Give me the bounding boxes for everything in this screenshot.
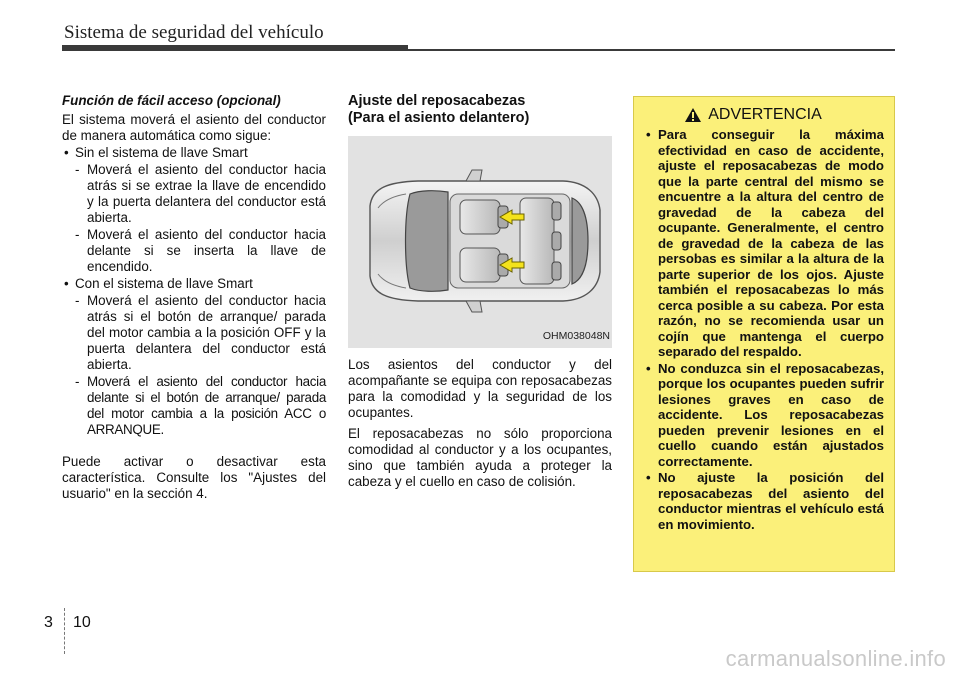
column-left [62, 93, 326, 502]
easy-access-closing: Puede activar o desactivar esta característica. Consulte los "Ajustes del usuario" en la sección 4. [62, 454, 326, 501]
bullet-dot: • [64, 145, 69, 160]
header-rule-thick [62, 45, 408, 51]
warning-title: ADVERTENCIA [622, 107, 884, 123]
car-seat-figure [348, 136, 612, 348]
bullet-dot: • [64, 276, 69, 291]
sub-item-text: Moverá el asiento del conductor hacia atrás si el botón de arranque/ parada del motor cambia a la posición OFF y la puerta delantera del conductor está abierta. [87, 293, 326, 372]
watermark: carmanualsonline.info [725, 646, 946, 671]
headrest-heading: Ajuste del reposacabezas (Para el asiento delantero) [348, 93, 530, 126]
headrest-para-1: Los asientos del conductor y del acompañante se equipa con reposacabezas para la comodidad y la seguridad de los ocupantes. [348, 357, 612, 420]
section-number: 3 [44, 614, 53, 631]
easy-access-intro: El sistema moverá el asiento del conductor de manera automática como sigue: [62, 112, 326, 143]
warning-triangle-icon [684, 107, 702, 123]
bullet-label: Sin el sistema de llave Smart [75, 145, 248, 160]
sub-list-item: - Moverá el asiento del conductor hacia delante si se inserta la llave de encendido. [75, 227, 326, 274]
warning-item: • Para conseguir la máxima efectividad en caso de accidente, ajuste el reposacabezas de modo que la parte central del mismo se encuentre a la altura del centro de gravedad de la cabeza del ocupante. Generalmente, el centro de gravedad de la cabeza de las persobas es similar a la altura de la parte superior de los ojos. Ajuste también el reposacabezas lo más cerca posible a su cabeza. Por esta razón, no se recomienda usar un cojín que mantenga el cuerpo separado del respaldo. [646, 127, 884, 359]
sub-list-item: - Moverá el asiento del conductor hacia atrás si se extrae la llave de encendido y la puerta delantera del conductor está abierta. [75, 162, 326, 225]
list-item [62, 145, 326, 161]
warning-box [633, 96, 895, 572]
sub-item-text: Moverá el asiento del conductor hacia atrás si se extrae la llave de encendido y la puerta delantera del conductor está abierta. [87, 162, 326, 225]
column-middle [348, 93, 612, 490]
sub-list-item: - Moverá el asiento del conductor hacia delante si el botón de arranque/ parada del motor cambia a la posición ACC o ARRANQUE. [75, 374, 326, 437]
headrest-para-2: El reposacabezas no sólo proporciona comodidad al conductor y a los ocupantes, sino que también ayuda a proteger la cabeza y el cuello en caso de colisión. [348, 426, 612, 489]
header-rule-thin [408, 49, 895, 51]
warning-item: • No ajuste la posición del reposacabezas del asiento del conductor mientras el vehículo está en movimiento. [646, 470, 884, 532]
easy-access-heading: Función de fácil acceso (opcional) [62, 93, 281, 108]
sub-list-item: - Moverá el asiento del conductor hacia atrás si el botón de arranque/ parada del motor cambia a la posición OFF y la puerta delantera del conductor está abierta. [75, 293, 326, 372]
bullet-label: Con el sistema de llave Smart [75, 276, 253, 291]
sub-item-text: Moverá el asiento del conductor hacia delante si se inserta la llave de encendido. [87, 227, 326, 274]
page-number: 10 [73, 614, 91, 631]
page-header-title: Sistema de seguridad del vehículo [64, 22, 324, 43]
footer-divider [64, 608, 65, 654]
figure-code: OHM038048N [542, 330, 610, 342]
list-item [62, 276, 326, 292]
warning-item: • No conduzca sin el reposacabezas, porque los ocupantes pueden sufrir lesiones graves en caso de accidente. Los reposacabezas pueden prevenir lesiones en el cuello cuando están ajustados correctamente. [646, 360, 884, 469]
car-top-view-illustration [348, 136, 612, 348]
sub-item-text: Moverá el asiento del conductor hacia delante si el botón de arranque/ parada del motor cambia a la posición ACC o ARRANQUE. [87, 374, 326, 437]
